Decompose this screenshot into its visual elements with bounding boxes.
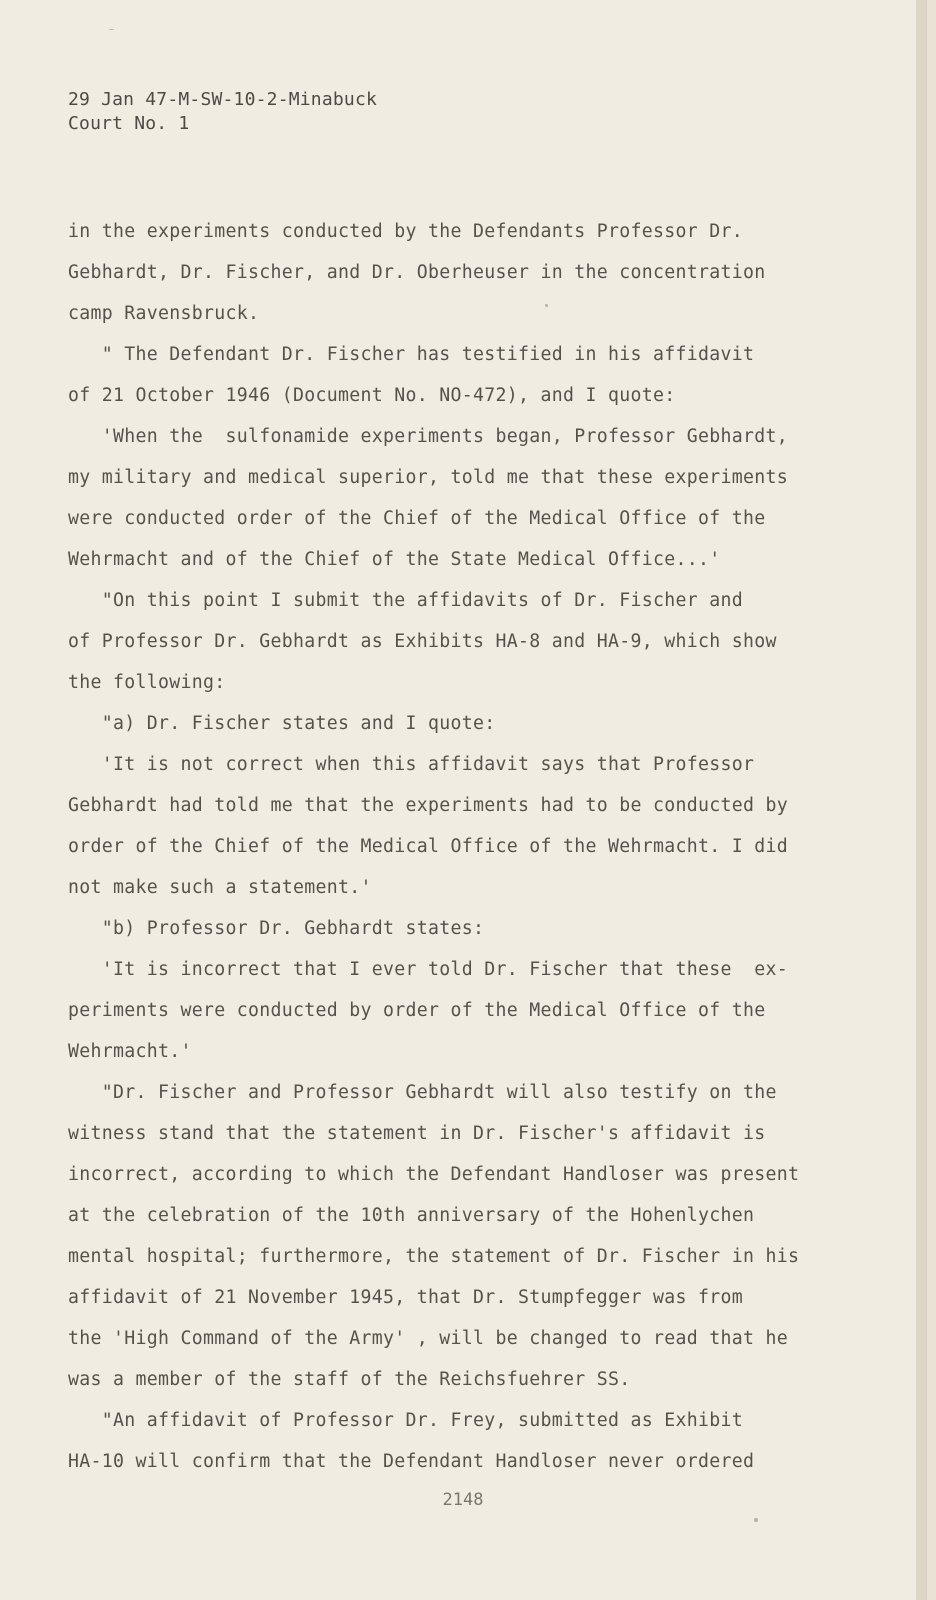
document-body <box>68 211 868 1482</box>
paper-speck <box>754 1518 758 1522</box>
text-line: of Professor Dr. Gebhardt as Exhibits HA-8 and HA-9, which show <box>68 631 777 652</box>
paper-speck <box>545 304 548 307</box>
page-edge <box>916 0 926 1600</box>
text-line: Wehrmacht and of the Chief of the State Medical Office...' <box>68 549 721 570</box>
text-line: 'It is incorrect that I ever told Dr. Fischer that these ex- <box>68 959 788 980</box>
page-number: 2148 <box>442 1490 484 1510</box>
text-line: not make such a statement.' <box>68 877 372 898</box>
text-line: incorrect, according to which the Defendant Handloser was present <box>68 1164 800 1185</box>
text-line: " The Defendant Dr. Fischer has testified in his affidavit <box>68 344 755 365</box>
text-line: my military and medical superior, told me that these experiments <box>68 467 788 488</box>
text-line: affidavit of 21 November 1945, that Dr. Stumpfegger was from <box>68 1287 743 1308</box>
text-line: of 21 October 1946 (Document No. NO-472), and I quote: <box>68 385 676 406</box>
text-line: witness stand that the statement in Dr. Fischer's affidavit is <box>68 1123 766 1144</box>
text-line: 'It is not correct when this affidavit says that Professor <box>68 754 755 775</box>
text-line: were conducted order of the Chief of the Medical Office of the <box>68 508 766 529</box>
text-line: camp Ravensbruck. <box>68 303 260 324</box>
header-line-2: Court No. 1 <box>68 113 190 134</box>
header-line-1: 29 Jan 47-M-SW-10-2-Minabuck <box>68 89 378 110</box>
text-line: "Dr. Fischer and Professor Gebhardt will also testify on the <box>68 1082 777 1103</box>
text-line: the following: <box>68 672 226 693</box>
text-line: mental hospital; furthermore, the statement of Dr. Fischer in his <box>68 1246 800 1267</box>
text-line: Wehrmacht.' <box>68 1041 192 1062</box>
text-line: Gebhardt, Dr. Fischer, and Dr. Oberheuser in the concentration <box>68 262 766 283</box>
text-line: was a member of the staff of the Reichsfuehrer SS. <box>68 1369 631 1390</box>
text-line: "b) Professor Dr. Gebhardt states: <box>68 918 485 939</box>
text-line: in the experiments conducted by the Defendants Professor Dr. <box>68 221 743 242</box>
text-line: at the celebration of the 10th anniversary of the Hohenlychen <box>68 1205 755 1226</box>
text-line: Gebhardt had told me that the experiments had to be conducted by <box>68 795 788 816</box>
text-line: "An affidavit of Professor Dr. Frey, submitted as Exhibit <box>68 1410 743 1431</box>
text-line: 'When the sulfonamide experiments began, Professor Gebhardt, <box>68 426 788 447</box>
text-line: order of the Chief of the Medical Office of the Wehrmacht. I did <box>68 836 788 857</box>
text-line: "a) Dr. Fischer states and I quote: <box>68 713 496 734</box>
text-line: the 'High Command of the Army' , will be changed to read that he <box>68 1328 788 1349</box>
text-line: "On this point I submit the affidavits of Dr. Fischer and <box>68 590 743 611</box>
text-line: periments were conducted by order of the Medical Office of the <box>68 1000 766 1021</box>
paper-speck <box>109 29 114 30</box>
text-line: HA-10 will confirm that the Defendant Handloser never ordered <box>68 1451 755 1472</box>
document-header <box>68 88 377 136</box>
